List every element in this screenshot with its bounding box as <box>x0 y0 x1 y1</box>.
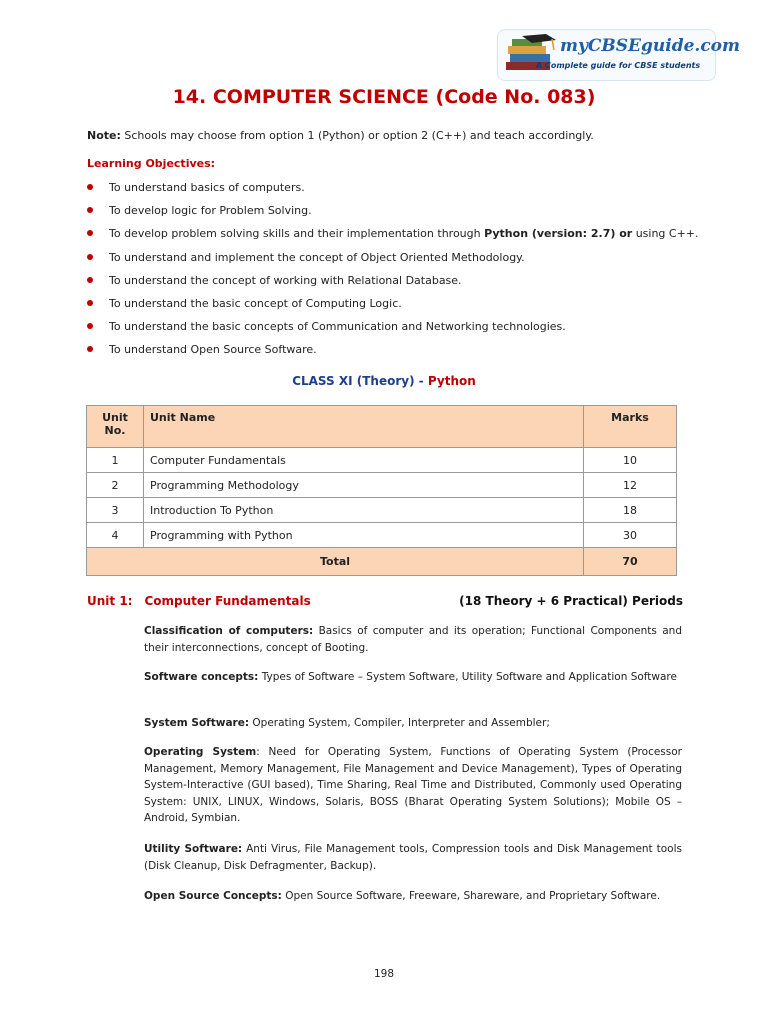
table-row <box>87 498 677 523</box>
unit1-heading <box>87 594 683 608</box>
paragraph-label: Operating System <box>144 746 257 758</box>
table-row <box>87 523 677 548</box>
unit1-periods: (18 Theory + 6 Practical) Periods <box>459 594 683 608</box>
cell-marks: 30 <box>584 523 677 548</box>
objective-text: To develop logic for Problem Solving. <box>109 204 312 218</box>
page-title: 14. COMPUTER SCIENCE (Code No. 083) <box>172 86 596 108</box>
bullet-icon <box>87 184 93 190</box>
bullet-icon <box>87 230 93 236</box>
paragraph-label: Software concepts: <box>144 671 259 683</box>
cell-unit-no: 2 <box>87 473 144 498</box>
objective-bold: Python (version: 2.7) or <box>484 227 633 241</box>
total-row <box>87 548 677 576</box>
bullet-icon <box>87 277 93 283</box>
paragraph-software-concepts <box>144 669 682 686</box>
paragraph-utility-software <box>144 841 682 874</box>
cell-marks: 10 <box>584 448 677 473</box>
total-marks: 70 <box>584 548 677 576</box>
table-row <box>87 473 677 498</box>
objective-text: To understand and implement the concept of Object Oriented Methodology. <box>109 250 525 264</box>
page-number: 198 <box>373 968 395 980</box>
logo-name: myCBSEguide.com <box>560 36 741 56</box>
cell-unit-name: Programming with Python <box>144 523 584 548</box>
cell-unit-no: 1 <box>87 448 144 473</box>
paragraph-text: Operating System, Compiler, Interpreter and Assembler; <box>249 717 550 729</box>
list-item <box>87 204 699 227</box>
objective-text: To understand the basic concepts of Communication and Networking technologies. <box>109 320 566 334</box>
table-header-row <box>87 406 677 448</box>
objective-text: To understand the concept of working with Relational Database. <box>109 273 462 287</box>
bullet-icon <box>87 323 93 329</box>
paragraph-open-source <box>144 888 682 905</box>
cell-unit-no: 4 <box>87 523 144 548</box>
bullet-icon <box>87 254 93 260</box>
objective-text: To understand the basic concept of Computing Logic. <box>109 296 402 310</box>
objective-text: To develop problem solving skills and their implementation through <box>109 227 485 241</box>
cell-unit-no: 3 <box>87 498 144 523</box>
total-label: Total <box>87 548 584 576</box>
paragraph-label: Utility Software: <box>144 843 243 855</box>
cell-unit-name: Programming Methodology <box>144 473 584 498</box>
learning-objectives-heading: Learning Objectives: <box>87 157 216 170</box>
objective-text: To understand Open Source Software. <box>109 343 317 357</box>
objectives-list <box>87 181 699 367</box>
class-heading-main: CLASS XI (Theory) - <box>292 374 428 388</box>
paragraph-label: System Software: <box>144 717 250 729</box>
list-item <box>87 343 699 366</box>
objective-tail: using C++. <box>632 227 699 241</box>
paragraph-text: : Need for Operating System, Functions of Operating System (Processor Management, Memory Management, File Management and Device Management), Types of Operating System-Interactive (GUI based), Time Sharing, Real Time and Distributed, Commonly used Operating System: UNIX, LINUX, Windows, Solaris, BOSS (Bharat Operating System Solutions); Mobile OS – Android, Symbian. <box>144 746 682 824</box>
paragraph-system-software <box>144 715 682 732</box>
paragraph-text: Types of Software – System Software, Utility Software and Application Software <box>258 671 677 683</box>
class-heading <box>0 374 768 388</box>
table-row <box>87 448 677 473</box>
paragraph-operating-system <box>144 744 682 827</box>
list-item <box>87 297 699 320</box>
header-unit-no: Unit No. <box>87 406 144 448</box>
note-label: Note: <box>87 129 121 142</box>
bullet-icon <box>87 346 93 352</box>
cell-marks: 18 <box>584 498 677 523</box>
paragraph-label: Open Source Concepts: <box>144 890 282 902</box>
class-heading-language: Python <box>427 374 476 388</box>
note <box>87 129 594 142</box>
site-logo[interactable] <box>497 29 741 81</box>
bullet-icon <box>87 207 93 213</box>
logo-tagline: A Complete guide for CBSE students <box>536 61 701 70</box>
unit1-number: Unit 1: <box>87 594 133 608</box>
list-item <box>87 320 699 343</box>
bullet-icon <box>87 300 93 306</box>
paragraph-label: Classification of computers: <box>144 625 314 637</box>
paragraph-text: Open Source Software, Freeware, Shareware, and Proprietary Software. <box>281 890 661 902</box>
paragraph-text: Basics of computer and its operation; Functional Components and their interconnections, concept of Booting. <box>144 625 682 654</box>
list-item <box>87 274 699 297</box>
list-item <box>87 227 699 250</box>
header-unit-name: Unit Name <box>144 406 584 448</box>
cell-unit-name: Computer Fundamentals <box>144 448 584 473</box>
cell-marks: 12 <box>584 473 677 498</box>
unit1-name: Computer Fundamentals <box>144 594 311 608</box>
header-marks: Marks <box>584 406 677 448</box>
cell-unit-name: Introduction To Python <box>144 498 584 523</box>
objective-text: To understand basics of computers. <box>109 181 305 194</box>
list-item <box>87 181 699 204</box>
list-item <box>87 251 699 274</box>
units-table <box>86 405 677 576</box>
note-text: Schools may choose from option 1 (Python) or option 2 (C++) and teach accordingly. <box>120 129 594 142</box>
paragraph-text: Anti Virus, File Management tools, Compression tools and Disk Management tools (Disk Cleanup, Disk Defragmenter, Backup). <box>144 843 682 872</box>
paragraph-classification <box>144 623 682 656</box>
